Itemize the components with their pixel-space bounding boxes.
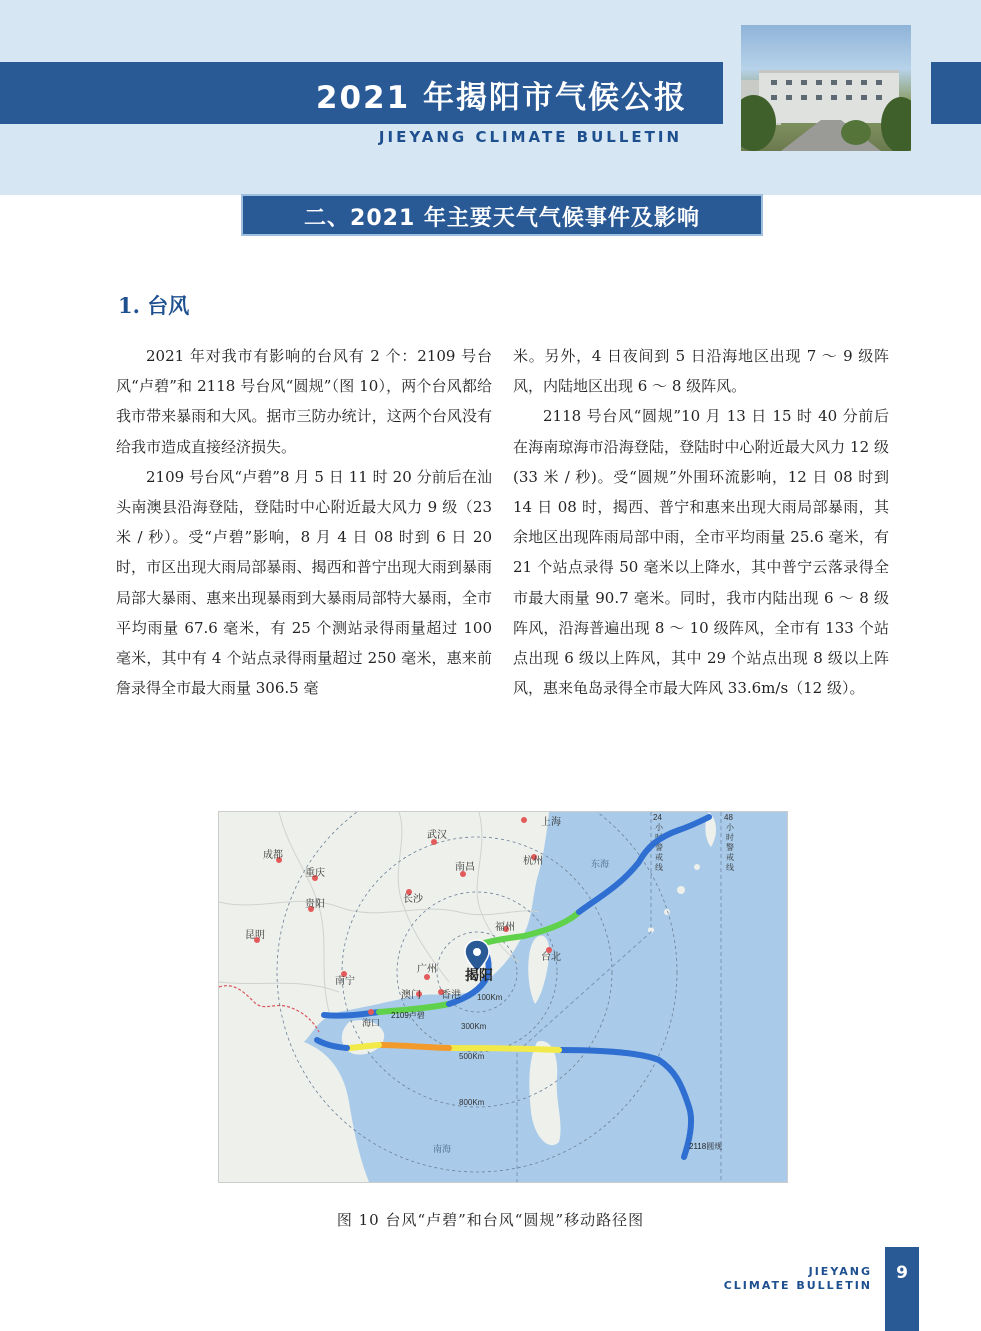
svg-text:昆明: 昆明 xyxy=(245,930,265,941)
sea-label-east: 东海 xyxy=(591,859,610,869)
footer-text: JIEYANG CLIMATE BULLETIN xyxy=(723,1265,872,1292)
svg-text:澳门: 澳门 xyxy=(401,990,421,1001)
svg-text:广州: 广州 xyxy=(417,964,437,975)
svg-text:福州: 福州 xyxy=(495,922,515,933)
paragraph: 2109 号台风“卢碧”8 月 5 日 11 时 20 分前后在汕头南澳县沿海登陆，登陆时中心附近最大风力 9 级（23 米 / 秒）。受“卢碧”影响，8 月 4 日 08 时到 6 日 20 时，市区出现大雨局部暴雨、揭西和普宁出现大雨到暴雨局部大暴雨、惠来出现暴雨到大暴雨局部特大暴雨，全市平均雨量 67.6 毫米，有 25 个测站录得雨量超过 100 毫米，其中有 4 个站点录得雨量超过 250 毫米，惠来前詹录得全市最大雨量 306.5 毫 xyxy=(116,467,492,698)
track-label-2109: 2109卢碧 xyxy=(391,1011,425,1020)
page-number: 9 xyxy=(896,1263,908,1283)
subsection-heading: 1. 台风 xyxy=(118,293,190,318)
svg-text:杭州: 杭州 xyxy=(523,856,543,867)
section-heading: 二、2021 年主要天气气候事件及影响 xyxy=(241,194,763,236)
paragraph: 2021 年对我市有影响的台风有 2 个：2109 号台风“卢碧”和 2118 号台风“圆规”（图 10），两个台风都给我市带来暴雨和大风。据市三防办统计，这两个台风没有给我市造成直接经济损失。 xyxy=(116,347,492,456)
warning-label-24h: 24 小时警戒线 xyxy=(653,813,663,872)
ring-label-100: 100Km xyxy=(477,993,503,1002)
country-border xyxy=(219,986,319,1032)
text-column-left xyxy=(116,341,492,703)
svg-text:武汉: 武汉 xyxy=(427,830,447,841)
svg-text:台北: 台北 xyxy=(541,952,561,963)
bulletin-subtitle: JIEYANG CLIMATE BULLETIN xyxy=(378,128,682,146)
svg-text:长沙: 长沙 xyxy=(403,894,423,905)
svg-text:南昌: 南昌 xyxy=(455,862,475,873)
svg-text:香港: 香港 xyxy=(441,990,461,1001)
header-photo xyxy=(741,25,911,151)
page-number-tab xyxy=(885,1247,919,1331)
bulletin-title: 2021 年揭阳市气候公报 xyxy=(315,80,687,116)
ring-label-300: 300Km xyxy=(461,1022,487,1031)
svg-text:揭阳: 揭阳 xyxy=(465,967,493,983)
title-bar-right xyxy=(931,62,981,124)
svg-text:成都: 成都 xyxy=(263,850,283,861)
svg-text:贵阳: 贵阳 xyxy=(305,899,325,910)
text-column-right xyxy=(513,341,889,703)
svg-text:海口: 海口 xyxy=(362,1018,381,1028)
typhoon-track-map xyxy=(218,811,788,1183)
svg-text:上海: 上海 xyxy=(541,817,561,828)
paragraph: 2118 号台风“圆规”10 月 13 日 15 时 40 分前后在海南琼海市沿海登陆，登陆时中心附近最大风力 12 级 (33 米 / 秒)。受“圆规”外围环流影响，12 日 08 时到 14 日 08 时，揭西、普宁和惠来出现大雨局部暴雨，其余地区出现阵雨局部中雨，全市平均雨量 25.6 毫米，有 21 个站点录得 50 毫米以上降水，其中普宁云落录得全市最大雨量 90.7 毫米。同时，我市内陆出现 6 ～ 8 级阵风，沿海普遍出现 8 ～ 10 级阵风，全市有 133 个站点出现 6 级以上阵风，其中 29 个站点出现 8 级以上阵风，惠来龟岛录得全市最大阵风 33.6m/s（12 级）。 xyxy=(513,407,889,698)
track-label-2118: 2118圆规 xyxy=(689,1142,723,1151)
svg-text:重庆: 重庆 xyxy=(305,868,325,879)
map-svg xyxy=(219,812,787,1182)
title-bar xyxy=(0,62,723,124)
ring-label-500: 500Km xyxy=(459,1052,485,1061)
sea-label-south: 南海 xyxy=(433,1144,452,1154)
svg-text:南宁: 南宁 xyxy=(335,976,355,987)
warning-label-48h: 48 小时警戒线 xyxy=(724,813,734,872)
ring-label-800: 800Km xyxy=(459,1098,485,1107)
figure-caption: 图 10 台风“卢碧”和台风“圆规”移动路径图 xyxy=(336,1211,645,1229)
paragraph: 米。另外，4 日夜间到 5 日沿海地区出现 7 ～ 9 级阵风，内陆地区出现 6 ～ 8 级阵风。 xyxy=(513,347,889,396)
